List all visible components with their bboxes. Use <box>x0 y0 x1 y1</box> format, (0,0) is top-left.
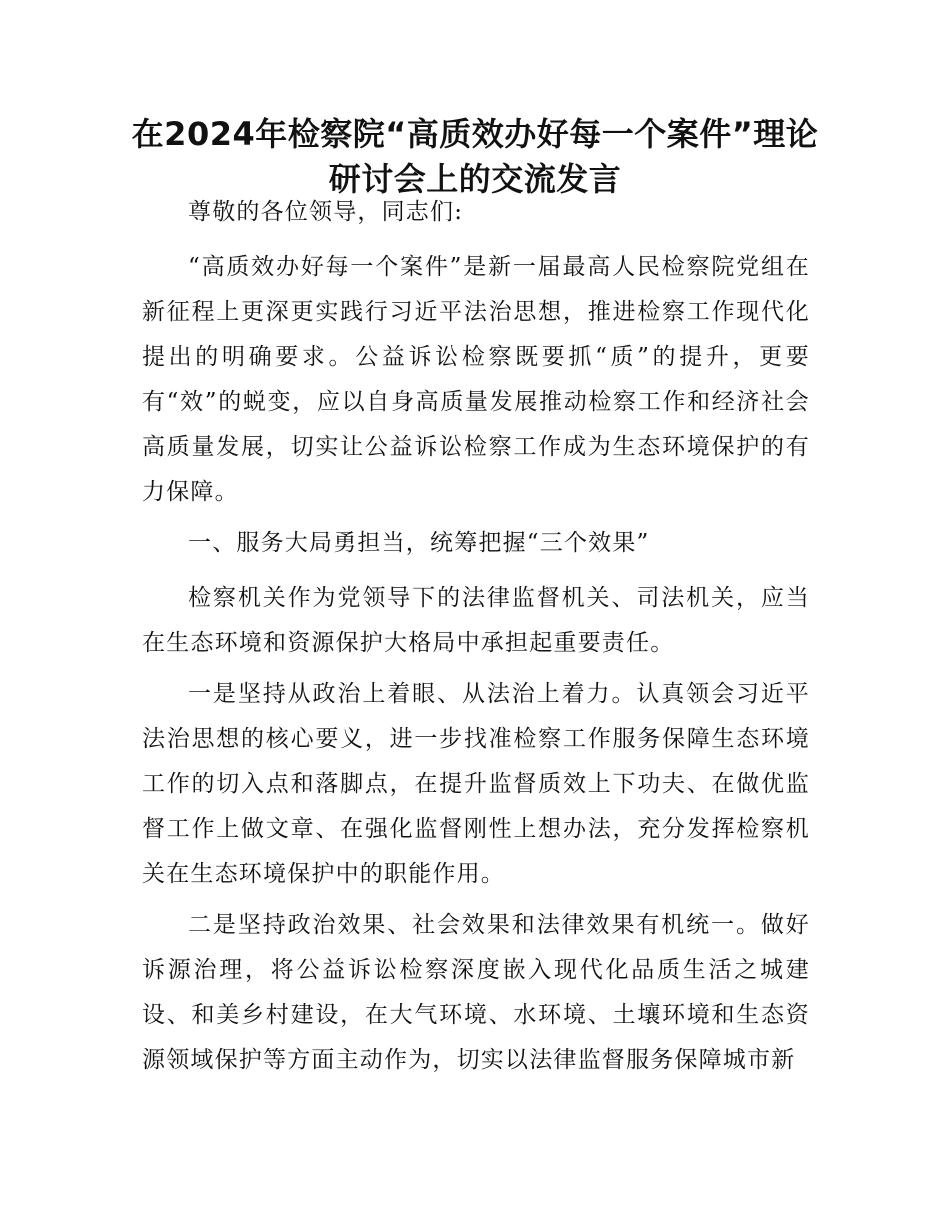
section-heading-1: 一、服务大局勇担当，统筹把握“三个效果” <box>188 530 650 556</box>
salutation: 尊敬的各位领导，同志们: <box>188 199 464 225</box>
document-body <box>142 190 810 1089</box>
document-title: 在2024年检察院“高质效办好每一个案件”理论研讨会上的交流发言 <box>131 115 819 198</box>
paragraph-section-1-intro: 检察机关作为党领导下的法律监督机关、司法机关，应当在生态环境和资源保护大格局中承担起重要责任。 <box>142 585 810 656</box>
paragraph-point-1: 一是坚持从政治上着眼、从法治上着力。认真领会习近平法治思想的核心要义，进一步找准检察工作服务保障生态环境工作的切入点和落脚点，在提升监督质效上下功夫、在做优监督工作上做文章、在强化监督刚性上想办法，充分发挥检察机关在生态环境保护中的职能作用。 <box>142 681 810 887</box>
paragraph-point-2: 二是坚持政治效果、社会效果和法律效果有机统一。做好诉源治理，将公益诉讼检察深度嵌入现代化品质生活之城建设、和美乡村建设，在大气环境、水环境、土壤环境和生态资源领域保护等方面主动作为，切实以法律监督服务保障城市新 <box>142 912 810 1073</box>
paragraph-intro: “高质效办好每一个案件”是新一届最高人民检察院党组在新征程上更深更实践行习近平法治思想，推进检察工作现代化提出的明确要求。公益诉讼检察既要抓“质”的提升，更要有“效”的蜕变，应以自身高质量发展推动检察工作和经济社会高质量发展，切实让公益诉讼检察工作成为生态环境保护的有力保障。 <box>142 254 810 505</box>
